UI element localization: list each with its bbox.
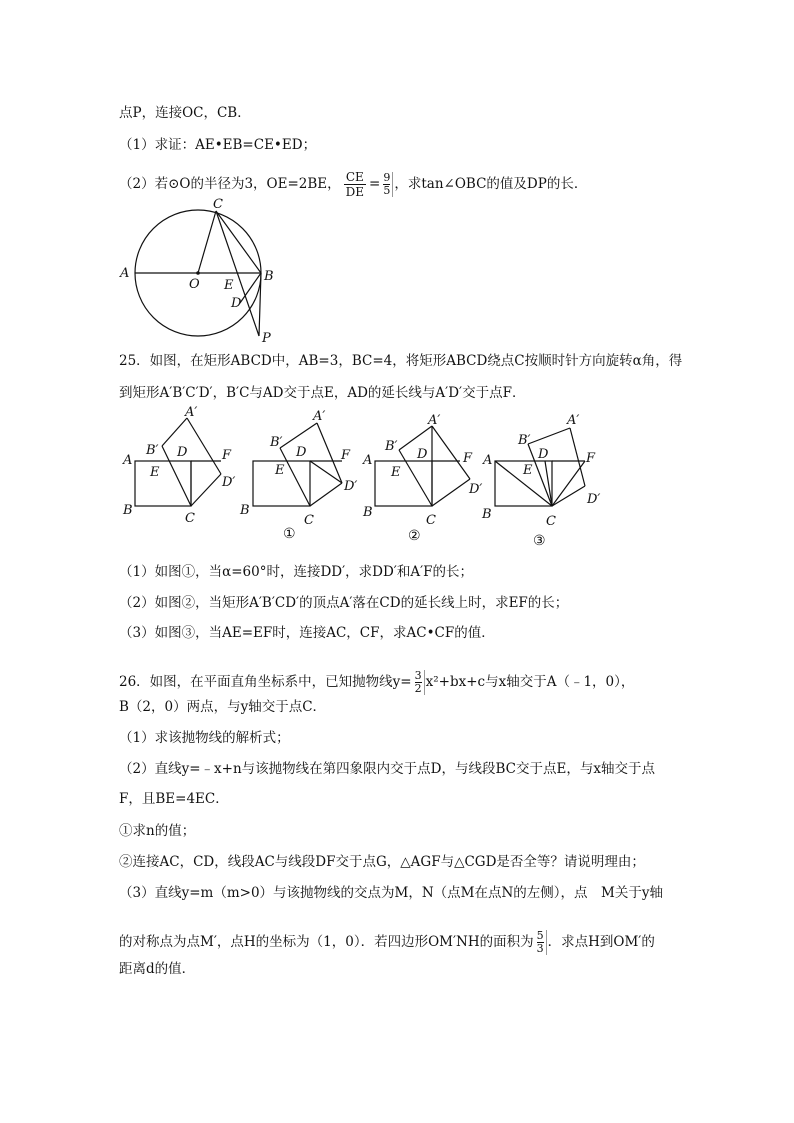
p26-line-1: 26．如图，在平面直角坐标系中，已知抛物线y= $\frac{3}{2}$ x²+bx+c与x轴交于A（﹣1，0）， bbox=[119, 669, 635, 695]
svg-text:C: C bbox=[426, 513, 436, 528]
svg-text:E: E bbox=[150, 465, 160, 480]
p26-question-2b: F，且BE=4EC． bbox=[119, 791, 229, 807]
svg-text:F: F bbox=[463, 451, 473, 466]
svg-text:F: F bbox=[341, 448, 351, 463]
svg-text:D: D bbox=[296, 445, 307, 460]
figure-3-number: ③ bbox=[533, 533, 546, 549]
svg-text:F: F bbox=[586, 451, 596, 466]
label-D: D bbox=[231, 296, 242, 311]
svg-text:B′: B′ bbox=[146, 443, 159, 458]
svg-text:B: B bbox=[363, 505, 373, 520]
p26-question-3a: （3）直线y=m（m>0）与该抛物线的交点为M，N（点M在点N的左侧），点 M关于y轴 bbox=[119, 885, 664, 901]
p25-question-2: （2）如图②，当矩形A′B′CD′的顶点A′落在CD的延长线上时，求EF的长； bbox=[119, 595, 569, 611]
figure-2-number: ② bbox=[408, 528, 421, 544]
svg-text:D′: D′ bbox=[222, 475, 236, 490]
svg-text:A: A bbox=[123, 453, 133, 468]
p25-question-1: （1）如图①，当α=60°时，连接DD′，求DD′和A′F的长； bbox=[119, 564, 474, 580]
svg-text:B′: B′ bbox=[518, 433, 531, 448]
ce-de-fraction: $\frac{CE}{DE}$ bbox=[345, 170, 365, 199]
svg-text:C: C bbox=[304, 513, 314, 528]
svg-text:C: C bbox=[185, 511, 195, 526]
svg-text:D′: D′ bbox=[344, 479, 358, 494]
svg-text:D: D bbox=[417, 447, 428, 462]
nine-fifths-fraction: $\frac{9}{5}$ bbox=[381, 172, 393, 197]
p24-continuation: 点P，连接OC，CB． bbox=[119, 105, 251, 121]
three-halves-fraction: $\frac{3}{2}$ bbox=[413, 670, 425, 695]
svg-text:B: B bbox=[240, 503, 250, 518]
svg-text:B: B bbox=[123, 503, 133, 518]
rectangle-rotation-figures bbox=[115, 406, 605, 551]
svg-text:D: D bbox=[177, 445, 188, 460]
figure-original bbox=[122, 406, 235, 526]
svg-text:E: E bbox=[391, 465, 401, 480]
svg-text:D: D bbox=[538, 447, 549, 462]
label-O: O bbox=[189, 277, 200, 292]
p26-question-2-ii: ②连接AC，CD，线段AC与线段DF交于点G，△AGF与△CGD是否全等？请说明理由； bbox=[119, 854, 645, 870]
svg-text:E: E bbox=[275, 463, 285, 478]
svg-text:A: A bbox=[483, 453, 493, 468]
p25-line-2: 到矩形A′B′C′D′，B′C与AD交于点E，AD的延长线与A′D′交于点F． bbox=[119, 385, 526, 401]
p26-line-2: B（2，0）两点，与y轴交于点C． bbox=[119, 699, 327, 715]
svg-text:B′: B′ bbox=[385, 439, 398, 454]
p26-question-1: （1）求该抛物线的解析式； bbox=[119, 730, 290, 746]
svg-text:C: C bbox=[546, 514, 556, 529]
svg-text:A′: A′ bbox=[313, 409, 326, 424]
figure-2 bbox=[362, 413, 482, 544]
p25-line-1: 25．如图，在矩形ABCD中，AB=3，BC=4，将矩形ABCD绕点C按顺时针方向旋转α角，得 bbox=[119, 353, 683, 369]
label-E: E bbox=[224, 278, 234, 293]
p25-question-3: （3）如图③，当AE=EF时，连接AC，CF，求AC•CF的值． bbox=[119, 625, 495, 641]
p26-question-3c: 距离d的值． bbox=[119, 961, 196, 977]
svg-text:A: A bbox=[363, 453, 373, 468]
label-P: P bbox=[262, 331, 271, 346]
svg-text:B: B bbox=[482, 507, 492, 522]
p24-question-1: （1）求证：AE•EB=CE•ED； bbox=[119, 137, 317, 153]
svg-text:E: E bbox=[523, 463, 533, 478]
p26-question-2-i: ①求n的值； bbox=[119, 823, 196, 839]
svg-text:A′: A′ bbox=[185, 406, 198, 420]
p26-question-2a: （2）直线y=﹣x+n与该抛物线在第四象限内交于点D，与线段BC交于点E，与x轴交于点 bbox=[119, 761, 655, 777]
p26-question-3b: 的对称点为点M′，点H的坐标为（1，0）．若四边形OM′NH的面积为 $\frac{5}{3}$ ．求点H到OM′的 bbox=[119, 929, 655, 955]
label-B: B bbox=[264, 269, 274, 284]
label-C: C bbox=[213, 197, 223, 212]
svg-text:D′: D′ bbox=[469, 482, 483, 497]
figure-1 bbox=[239, 409, 357, 542]
label-A: A bbox=[120, 266, 130, 281]
circle-figure bbox=[115, 196, 290, 348]
svg-text:A′: A′ bbox=[428, 413, 441, 428]
figure-1-number: ① bbox=[283, 526, 296, 542]
p24-question-2: （2）若⊙O的半径为3，OE=2BE， $\frac{CE}{DE}$ = $\frac{9}{5}$ ，求tan∠OBC的值及DP的长． bbox=[119, 170, 588, 199]
five-thirds-fraction: $\frac{5}{3}$ bbox=[535, 930, 547, 955]
svg-text:D′: D′ bbox=[587, 492, 601, 507]
svg-text:A′: A′ bbox=[567, 413, 580, 428]
figure-3 bbox=[481, 413, 600, 549]
svg-text:F: F bbox=[222, 448, 232, 463]
svg-text:B′: B′ bbox=[270, 435, 283, 450]
